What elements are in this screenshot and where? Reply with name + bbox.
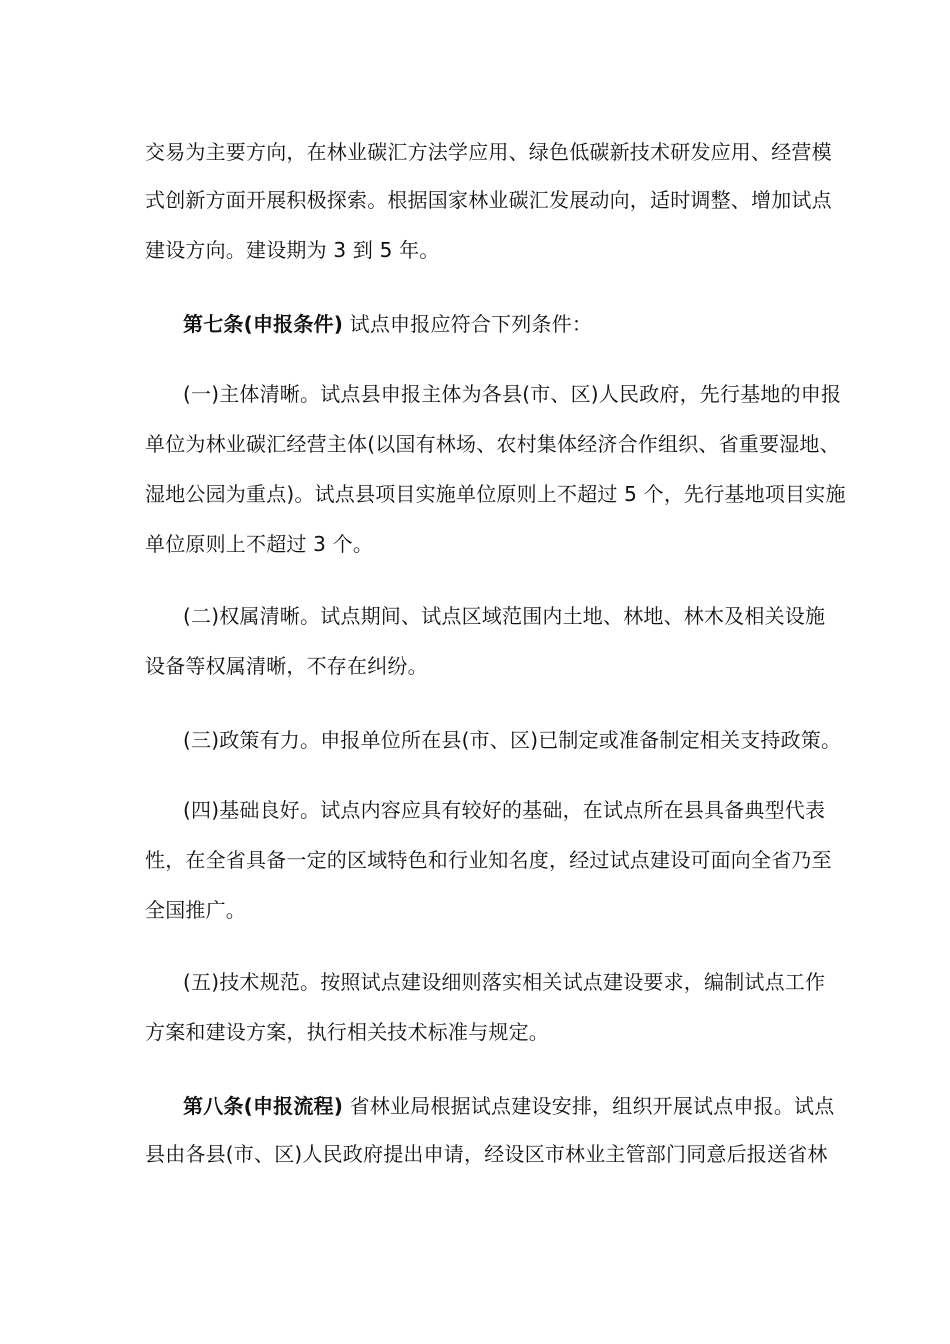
article-7-heading: 第七条(申报条件) xyxy=(183,312,344,336)
article-8-line xyxy=(183,1092,834,1120)
paragraph-line: 交易为主要方向，在林业碳汇方法学应用、绿色低碳新技术研发应用、经营模 xyxy=(145,140,832,164)
item-5-line: 方案和建设方案，执行相关技术标准与规定。 xyxy=(145,1020,549,1044)
article-8-heading: 第八条(申报流程) xyxy=(183,1094,344,1118)
item-1-line: 单位为林业碳汇经营主体(以国有林场、农村集体经济合作组织、省重要湿地、 xyxy=(145,432,840,456)
article-7-text: 试点申报应符合下列条件： xyxy=(343,312,593,336)
item-3-line: (三)政策有力。申报单位所在县(市、区)已制定或准备制定相关支持政策。 xyxy=(183,728,842,752)
item-5-line: (五)技术规范。按照试点建设细则落实相关试点建设要求，编制试点工作 xyxy=(183,970,826,994)
item-4-line: 性，在全省具备一定的区域特色和行业知名度，经过试点建设可面向全省乃至 xyxy=(145,848,832,872)
item-4-line: (四)基础良好。试点内容应具有较好的基础，在试点所在县具备典型代表 xyxy=(183,798,826,822)
article-8-text: 省林业局根据试点建设安排，组织开展试点申报。试点 xyxy=(343,1094,835,1118)
item-2-line: 设备等权属清晰，不存在纠纷。 xyxy=(145,654,428,678)
item-2-line: (二)权属清晰。试点期间、试点区域范围内土地、林地、林木及相关设施 xyxy=(183,604,826,628)
item-4-line: 全国推广。 xyxy=(145,898,246,922)
item-1-line: 湿地公园为重点)。试点县项目实施单位原则上不超过 5 个，先行基地项目实施 xyxy=(145,482,846,506)
item-1-line: 单位原则上不超过 3 个。 xyxy=(145,532,374,556)
article-7-line xyxy=(183,310,592,338)
paragraph-line: 式创新方面开展积极探索。根据国家林业碳汇发展动向，适时调整、增加试点 xyxy=(145,188,832,212)
item-1-line: (一)主体清晰。试点县申报主体为各县(市、区)人民政府，先行基地的申报 xyxy=(183,382,842,406)
paragraph-line: 建设方向。建设期为 3 到 5 年。 xyxy=(145,238,440,262)
article-8-line: 县由各县(市、区)人民政府提出申请，经设区市林业主管部门同意后报送省林 xyxy=(145,1142,828,1166)
